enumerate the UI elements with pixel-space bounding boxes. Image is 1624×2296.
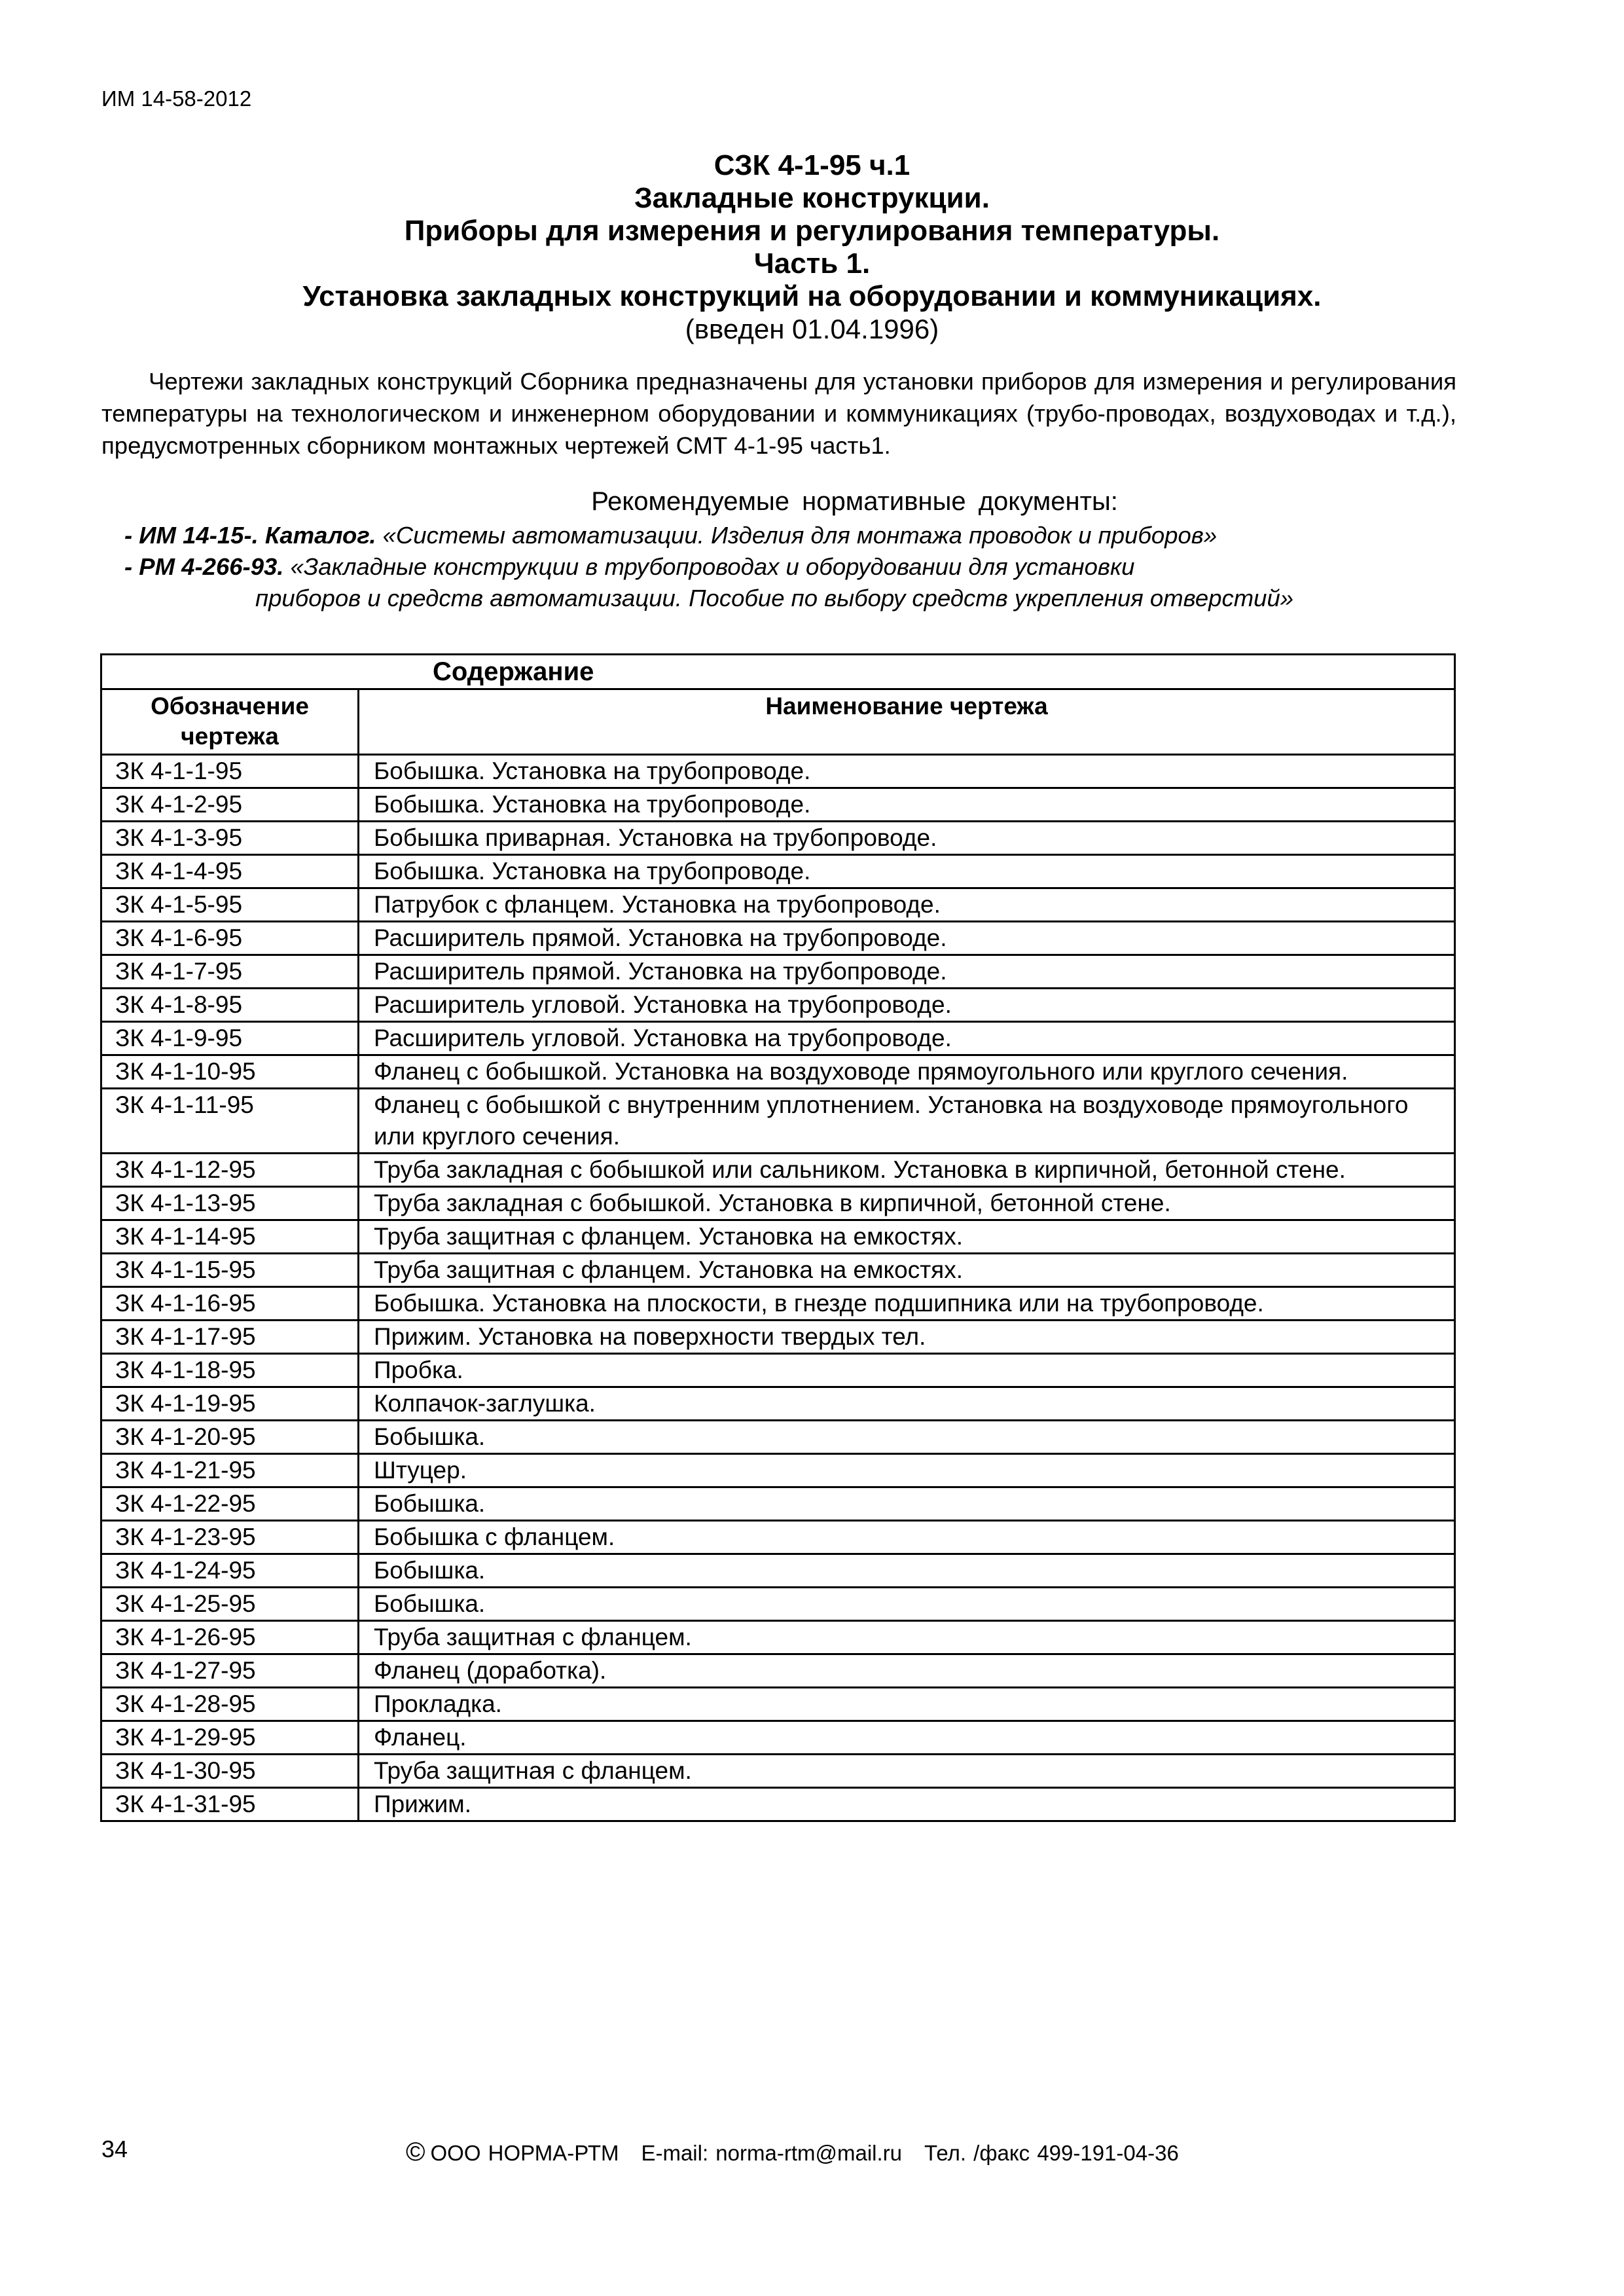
title-line-3: Приборы для измерения и регулирования температуры.: [404, 215, 1220, 247]
drawing-name: Труба защитная с фланцем.: [359, 1755, 1455, 1788]
drawing-name: Патрубок с фланцем. Установка на трубопроводе.: [359, 888, 1455, 922]
table-row: [101, 989, 1455, 1022]
table-row: [101, 1688, 1455, 1721]
table-row: [101, 755, 1455, 788]
drawing-name: Бобышка. Установка на трубопроводе.: [359, 788, 1455, 822]
drawing-code: ЗК 4-1-1-95: [101, 755, 359, 788]
drawing-name: Штуцер.: [359, 1454, 1455, 1487]
drawing-name: Труба защитная с фланцем. Установка на емкостях.: [359, 1220, 1455, 1254]
drawing-code: ЗК 4-1-10-95: [101, 1055, 359, 1089]
title-line-2: Закладные конструкции.: [634, 182, 990, 214]
reference-item: [124, 520, 1293, 551]
drawing-code: ЗК 4-1-5-95: [101, 888, 359, 922]
column-header-name: Наименование чертежа: [359, 689, 1455, 755]
drawing-name: Труба закладная с бобышкой или сальником. Установка в кирпичной, бетонной стене.: [359, 1154, 1455, 1187]
drawing-name: Расширитель прямой. Установка на трубопроводе.: [359, 955, 1455, 989]
drawing-code: ЗК 4-1-26-95: [101, 1621, 359, 1654]
table-row: [101, 1454, 1455, 1487]
column-header-code: Обозначение чертежа: [101, 689, 359, 755]
table-row: [101, 1022, 1455, 1055]
intro-paragraph: Чертежи закладных конструкций Сборника предназначены для установки приборов для измерения и регулирования температуры на технологическом и инженерном оборудовании и коммуникациях (трубо-проводах, воздуховодах и т.д.), предусмотренных сборником монтажных чертежей СМТ 4-1-95 часть1.: [101, 368, 1456, 459]
drawing-code: ЗК 4-1-21-95: [101, 1454, 359, 1487]
drawing-code: ЗК 4-1-8-95: [101, 989, 359, 1022]
drawing-name: Фланец (доработка).: [359, 1654, 1455, 1688]
reference-code: - ИМ 14-15-. Каталог.: [124, 522, 376, 549]
table-row: [101, 1354, 1455, 1387]
drawing-name: Прижим. Установка на поверхности твердых тел.: [359, 1321, 1455, 1354]
table-row: [101, 1220, 1455, 1254]
reference-item: [124, 551, 1293, 583]
references-list: [124, 520, 1293, 614]
table-row: [101, 788, 1455, 822]
drawing-name: Бобышка.: [359, 1554, 1455, 1588]
drawing-name: Фланец.: [359, 1721, 1455, 1755]
table-row: [101, 1621, 1455, 1654]
references-heading: Рекомендуемые нормативные документы:: [591, 487, 1118, 516]
reference-continuation: приборов и средств автоматизации. Пособие по выбору средств укрепления отверстий»: [255, 585, 1294, 611]
drawing-name: Расширитель прямой. Установка на трубопроводе.: [359, 922, 1455, 955]
title-block: [0, 149, 1624, 346]
table-row: [101, 1521, 1455, 1554]
table-row: [101, 888, 1455, 922]
drawing-code: ЗК 4-1-22-95: [101, 1487, 359, 1521]
drawing-code: ЗК 4-1-20-95: [101, 1421, 359, 1454]
drawing-name: Расширитель угловой. Установка на трубопроводе.: [359, 1022, 1455, 1055]
drawing-code: ЗК 4-1-27-95: [101, 1654, 359, 1688]
table-row: [101, 955, 1455, 989]
contents-header-row: [101, 689, 1455, 755]
table-row: [101, 1287, 1455, 1321]
table-row: [101, 1721, 1455, 1755]
drawing-name: Бобышка. Установка на трубопроводе.: [359, 855, 1455, 888]
introduced-date: (введен 01.04.1996): [685, 314, 939, 344]
contents-table: [100, 653, 1456, 1822]
document-code: ИМ 14-58-2012: [101, 86, 252, 111]
table-row: [101, 855, 1455, 888]
drawing-name: Пробка.: [359, 1354, 1455, 1387]
drawing-name: Труба защитная с фланцем. Установка на емкостях.: [359, 1254, 1455, 1287]
drawing-code: ЗК 4-1-28-95: [101, 1688, 359, 1721]
drawing-code: ЗК 4-1-24-95: [101, 1554, 359, 1588]
table-row: [101, 1254, 1455, 1287]
table-row: [101, 1154, 1455, 1187]
table-row: [101, 1588, 1455, 1621]
table-row: [101, 1321, 1455, 1354]
drawing-name: Бобышка приварная. Установка на трубопроводе.: [359, 822, 1455, 855]
drawing-code: ЗК 4-1-15-95: [101, 1254, 359, 1287]
footer-phone: Тел. /факс 499-191-04-36: [924, 2141, 1179, 2165]
drawing-code: ЗК 4-1-11-95: [101, 1089, 359, 1154]
contents-body: [101, 755, 1455, 1821]
drawing-code: ЗК 4-1-31-95: [101, 1788, 359, 1821]
drawing-code: ЗК 4-1-4-95: [101, 855, 359, 888]
title-line-5: Установка закладных конструкций на оборудовании и коммуникациях.: [302, 280, 1322, 312]
drawing-name: Прокладка.: [359, 1688, 1455, 1721]
drawing-name: Труба защитная с фланцем.: [359, 1621, 1455, 1654]
drawing-name: Труба закладная с бобышкой. Установка в кирпичной, бетонной стене.: [359, 1187, 1455, 1220]
drawing-code: ЗК 4-1-18-95: [101, 1354, 359, 1387]
table-row: [101, 822, 1455, 855]
drawing-code: ЗК 4-1-19-95: [101, 1387, 359, 1421]
table-row: [101, 1055, 1455, 1089]
table-row: [101, 1421, 1455, 1454]
drawing-name: Прижим.: [359, 1788, 1455, 1821]
contents-caption: Содержание: [101, 655, 1455, 689]
footer-company: ООО НОРМА-РТМ: [430, 2141, 619, 2165]
reference-code: - РМ 4-266-93.: [124, 553, 284, 580]
title-series: СЗК 4-1-95 ч.1: [713, 149, 911, 181]
reference-title: «Закладные конструкции в трубопроводах и оборудовании для установки: [283, 553, 1135, 580]
table-row: [101, 1755, 1455, 1788]
drawing-code: ЗК 4-1-14-95: [101, 1220, 359, 1254]
drawing-name: Бобышка.: [359, 1588, 1455, 1621]
table-row: [101, 1387, 1455, 1421]
drawing-code: ЗК 4-1-17-95: [101, 1321, 359, 1354]
table-row: [101, 1487, 1455, 1521]
drawing-code: ЗК 4-1-13-95: [101, 1187, 359, 1220]
drawing-code: ЗК 4-1-16-95: [101, 1287, 359, 1321]
drawing-name: Бобышка. Установка на трубопроводе.: [359, 755, 1455, 788]
drawing-name: Бобышка. Установка на плоскости, в гнезде подшипника или на трубопроводе.: [359, 1287, 1455, 1321]
drawing-code: ЗК 4-1-12-95: [101, 1154, 359, 1187]
drawing-name: Бобышка.: [359, 1421, 1455, 1454]
drawing-name: Бобышка.: [359, 1487, 1455, 1521]
drawing-code: ЗК 4-1-9-95: [101, 1022, 359, 1055]
table-row: [101, 1187, 1455, 1220]
drawing-code: ЗК 4-1-23-95: [101, 1521, 359, 1554]
drawing-code: ЗК 4-1-25-95: [101, 1588, 359, 1621]
drawing-name: Расширитель угловой. Установка на трубопроводе.: [359, 989, 1455, 1022]
table-row: [101, 1788, 1455, 1821]
table-row: [101, 1554, 1455, 1588]
footer-email[interactable]: E-mail: norma-rtm@mail.ru: [641, 2141, 903, 2165]
drawing-name: Бобышка с фланцем.: [359, 1521, 1455, 1554]
table-row: [101, 922, 1455, 955]
title-part: Часть 1.: [753, 247, 871, 280]
drawing-code: ЗК 4-1-29-95: [101, 1721, 359, 1755]
drawing-name: Фланец с бобышкой с внутренним уплотнением. Установка на воздуховоде прямоугольного или круглого сечения.: [359, 1089, 1455, 1154]
drawing-code: ЗК 4-1-2-95: [101, 788, 359, 822]
drawing-code: ЗК 4-1-3-95: [101, 822, 359, 855]
table-row: [101, 1089, 1455, 1154]
drawing-name: Фланец с бобышкой. Установка на воздуховоде прямоугольного или круглого сечения.: [359, 1055, 1455, 1089]
reference-title: «Системы автоматизации. Изделия для монтажа проводок и приборов»: [376, 522, 1218, 549]
footer-info: [406, 2138, 1201, 2167]
copyright-icon: ©: [406, 2138, 425, 2166]
drawing-code: ЗК 4-1-6-95: [101, 922, 359, 955]
drawing-code: ЗК 4-1-7-95: [101, 955, 359, 989]
contents-caption-row: [101, 655, 1455, 689]
drawing-name: Колпачок-заглушка.: [359, 1387, 1455, 1421]
drawing-code: ЗК 4-1-30-95: [101, 1755, 359, 1788]
table-row: [101, 1654, 1455, 1688]
page-number: 34: [101, 2136, 128, 2162]
